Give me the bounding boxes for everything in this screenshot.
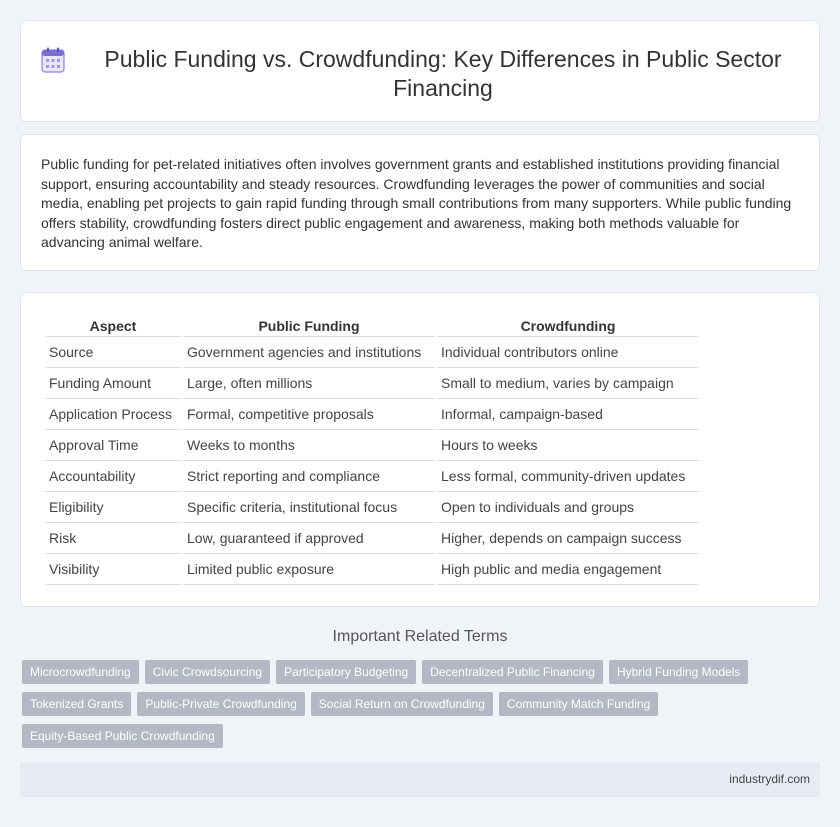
table-row bbox=[45, 492, 699, 523]
intro-paragraph: Public funding for pet-related initiatives often involves government grants and established institutions providing financial support, ensuring accountability and steady resources. Crowdfunding leverages the power of communities and social media, enabling pet projects to gain rapid funding through small contributions from many supporters. While public funding offers stability, crowdfunding fosters direct public engagement and awareness, making both methods valuable for advancing animal welfare. bbox=[41, 156, 792, 250]
footer-site-link[interactable]: industrydif.com bbox=[729, 772, 810, 786]
related-terms-heading: Important Related Terms bbox=[332, 628, 508, 645]
related-term-tag[interactable]: Microcrowdfunding bbox=[22, 660, 139, 684]
related-term-tag[interactable]: Equity-Based Public Crowdfunding bbox=[22, 724, 223, 748]
table-row bbox=[45, 523, 699, 554]
table-row bbox=[45, 337, 699, 368]
cell-public-funding: Limited public exposure bbox=[183, 554, 435, 585]
cell-aspect: Eligibility bbox=[45, 492, 181, 523]
title-card bbox=[20, 20, 820, 122]
cell-aspect: Visibility bbox=[45, 554, 181, 585]
cell-public-funding: Specific criteria, institutional focus bbox=[183, 492, 435, 523]
cell-public-funding: Low, guaranteed if approved bbox=[183, 523, 435, 554]
table-row bbox=[45, 554, 699, 585]
related-term-tag[interactable]: Participatory Budgeting bbox=[276, 660, 416, 684]
cell-aspect: Approval Time bbox=[45, 430, 181, 461]
related-terms-list bbox=[22, 660, 802, 748]
cell-aspect: Application Process bbox=[45, 399, 181, 430]
related-term-tag[interactable]: Decentralized Public Financing bbox=[422, 660, 603, 684]
table-row bbox=[45, 430, 699, 461]
cell-public-funding: Weeks to months bbox=[183, 430, 435, 461]
header-public-funding: Public Funding bbox=[183, 315, 435, 337]
cell-public-funding: Formal, competitive proposals bbox=[183, 399, 435, 430]
intro-card bbox=[20, 134, 820, 271]
related-term-tag[interactable]: Community Match Funding bbox=[499, 692, 658, 716]
comparison-table bbox=[43, 315, 701, 585]
related-term-tag[interactable]: Tokenized Grants bbox=[22, 692, 131, 716]
calendar-icon bbox=[41, 47, 65, 73]
cell-crowdfunding: High public and media engagement bbox=[437, 554, 699, 585]
comparison-card bbox=[20, 292, 820, 607]
page-title: Public Funding vs. Crowdfunding: Key Differences in Public Sector Financing bbox=[104, 46, 782, 101]
cell-public-funding: Strict reporting and compliance bbox=[183, 461, 435, 492]
footer bbox=[20, 762, 820, 797]
header-crowdfunding: Crowdfunding bbox=[437, 315, 699, 337]
cell-public-funding: Large, often millions bbox=[183, 368, 435, 399]
table-header-row bbox=[45, 315, 699, 337]
cell-crowdfunding: Individual contributors online bbox=[437, 337, 699, 368]
cell-crowdfunding: Less formal, community-driven updates bbox=[437, 461, 699, 492]
related-term-tag[interactable]: Hybrid Funding Models bbox=[609, 660, 748, 684]
cell-crowdfunding: Small to medium, varies by campaign bbox=[437, 368, 699, 399]
related-term-tag[interactable]: Civic Crowdsourcing bbox=[145, 660, 270, 684]
cell-crowdfunding: Open to individuals and groups bbox=[437, 492, 699, 523]
related-term-tag[interactable]: Social Return on Crowdfunding bbox=[311, 692, 493, 716]
cell-aspect: Risk bbox=[45, 523, 181, 554]
table-row bbox=[45, 461, 699, 492]
table-row bbox=[45, 399, 699, 430]
cell-crowdfunding: Higher, depends on campaign success bbox=[437, 523, 699, 554]
header-aspect: Aspect bbox=[45, 315, 181, 337]
table-row bbox=[45, 368, 699, 399]
cell-public-funding: Government agencies and institutions bbox=[183, 337, 435, 368]
cell-crowdfunding: Hours to weeks bbox=[437, 430, 699, 461]
related-term-tag[interactable]: Public-Private Crowdfunding bbox=[137, 692, 304, 716]
cell-crowdfunding: Informal, campaign-based bbox=[437, 399, 699, 430]
cell-aspect: Accountability bbox=[45, 461, 181, 492]
cell-aspect: Funding Amount bbox=[45, 368, 181, 399]
cell-aspect: Source bbox=[45, 337, 181, 368]
